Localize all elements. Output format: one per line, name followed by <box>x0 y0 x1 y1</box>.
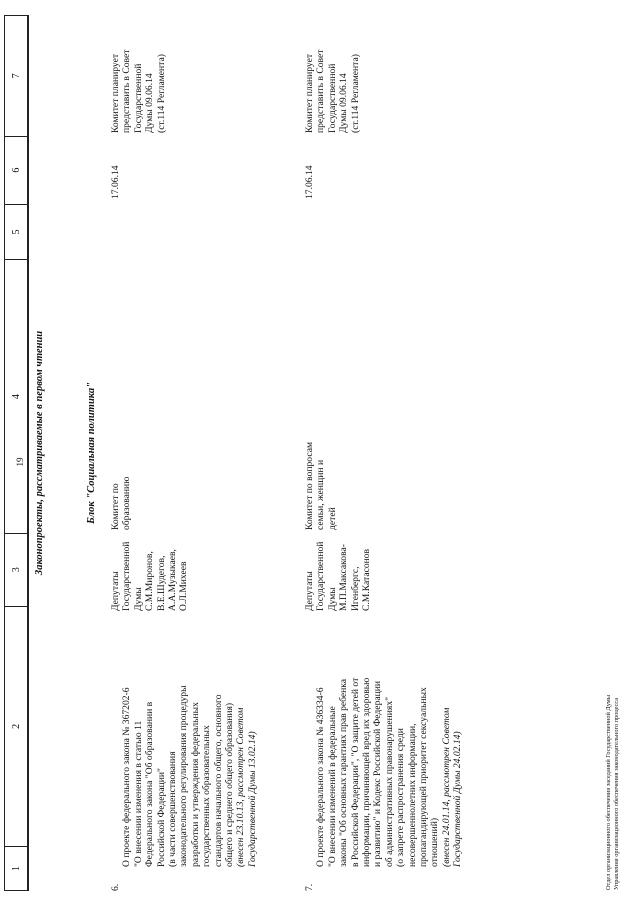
col-header-3: 3 <box>5 533 27 606</box>
page-number: 19 <box>15 457 25 467</box>
row-7-bill-text <box>304 617 464 867</box>
row-6-committee: Комитет по образованию <box>110 476 133 530</box>
row-7-number: 7. <box>304 883 315 891</box>
col-header-5: 5 <box>5 204 27 260</box>
row-7-bill-note: (внесен 24.01.14, рассмотрен Советом Государственной Думы 24.02.14) <box>440 707 464 867</box>
row-6-date: 17.06.14 <box>110 165 121 199</box>
row-6-bill-note: (внесен 23.10.13, рассмотрен Советом Государственной Думы 13.02.14) <box>235 707 258 867</box>
section-title: Законопроекты, рассматриваемые в первом чтении <box>34 330 45 576</box>
row-7-bill-description: О проекте федерального закона № 436334-6 "О внесении изменений в федеральные законы "Об основных гарантиях прав ребенка в Российской Федерации", "О защите детей от информации, причиняющей вред их здоровью и развитию" и Кодекс Российской Федерации об административных правонарушениях" (о запрете распространения среди несовершеннолетних информации, пропагандирующей приоритет сексуальных отношений) <box>315 677 441 867</box>
row-6-bill-text <box>110 617 258 867</box>
col-header-4: 4 <box>5 259 27 532</box>
row-6-bill-description: О проекте федерального закона № 367202-6 "О внесении изменения в статью 11 Федерального закона "Об образовании в Российской Федерации" (в части совершенствования законодательного регулирования процедуры разработки и утверждения федеральных государственных образовательных стандартов начального общего, основного общего и среднего общего образования) <box>121 685 236 867</box>
block-title: Блок "Социальная политика" <box>86 382 97 524</box>
row-6-status: Комитет планирует представить в Совет Государственной Думы 09.06.14 (ст.114 Регламента) <box>110 49 167 133</box>
col-header-2: 2 <box>5 606 27 846</box>
row-7-committee: Комитет по вопросам семьи, женщин и детей <box>304 441 338 530</box>
row-7-status: Комитет планирует представить в Совет Государственной Думы 09.06.14 (ст.114 Регламента) <box>304 49 361 133</box>
row-6-authors: Депутаты Государственной Думы С.М.Миронов, В.Е.Шудегов, А.А.Музыкаев, О.Л.Михеев <box>110 541 190 611</box>
col-header-7: 7 <box>10 73 22 79</box>
row-7-authors: Депутаты Государственной Думы М.П.Максакова- Игенбергс, С.М.Катасонов <box>304 541 373 611</box>
page-footer: Отдел организационного обеспечения заседаний Государственной Думы Управления организационного обеспечения законодательного процесса <box>605 695 620 890</box>
rule-under-headers <box>28 15 29 891</box>
column-header-row <box>4 15 28 891</box>
row-6-number: 6. <box>110 883 121 891</box>
col-header-6: 6 <box>5 136 27 204</box>
row-7-date: 17.06.14 <box>304 165 315 199</box>
col-header-1: 1 <box>5 846 27 890</box>
